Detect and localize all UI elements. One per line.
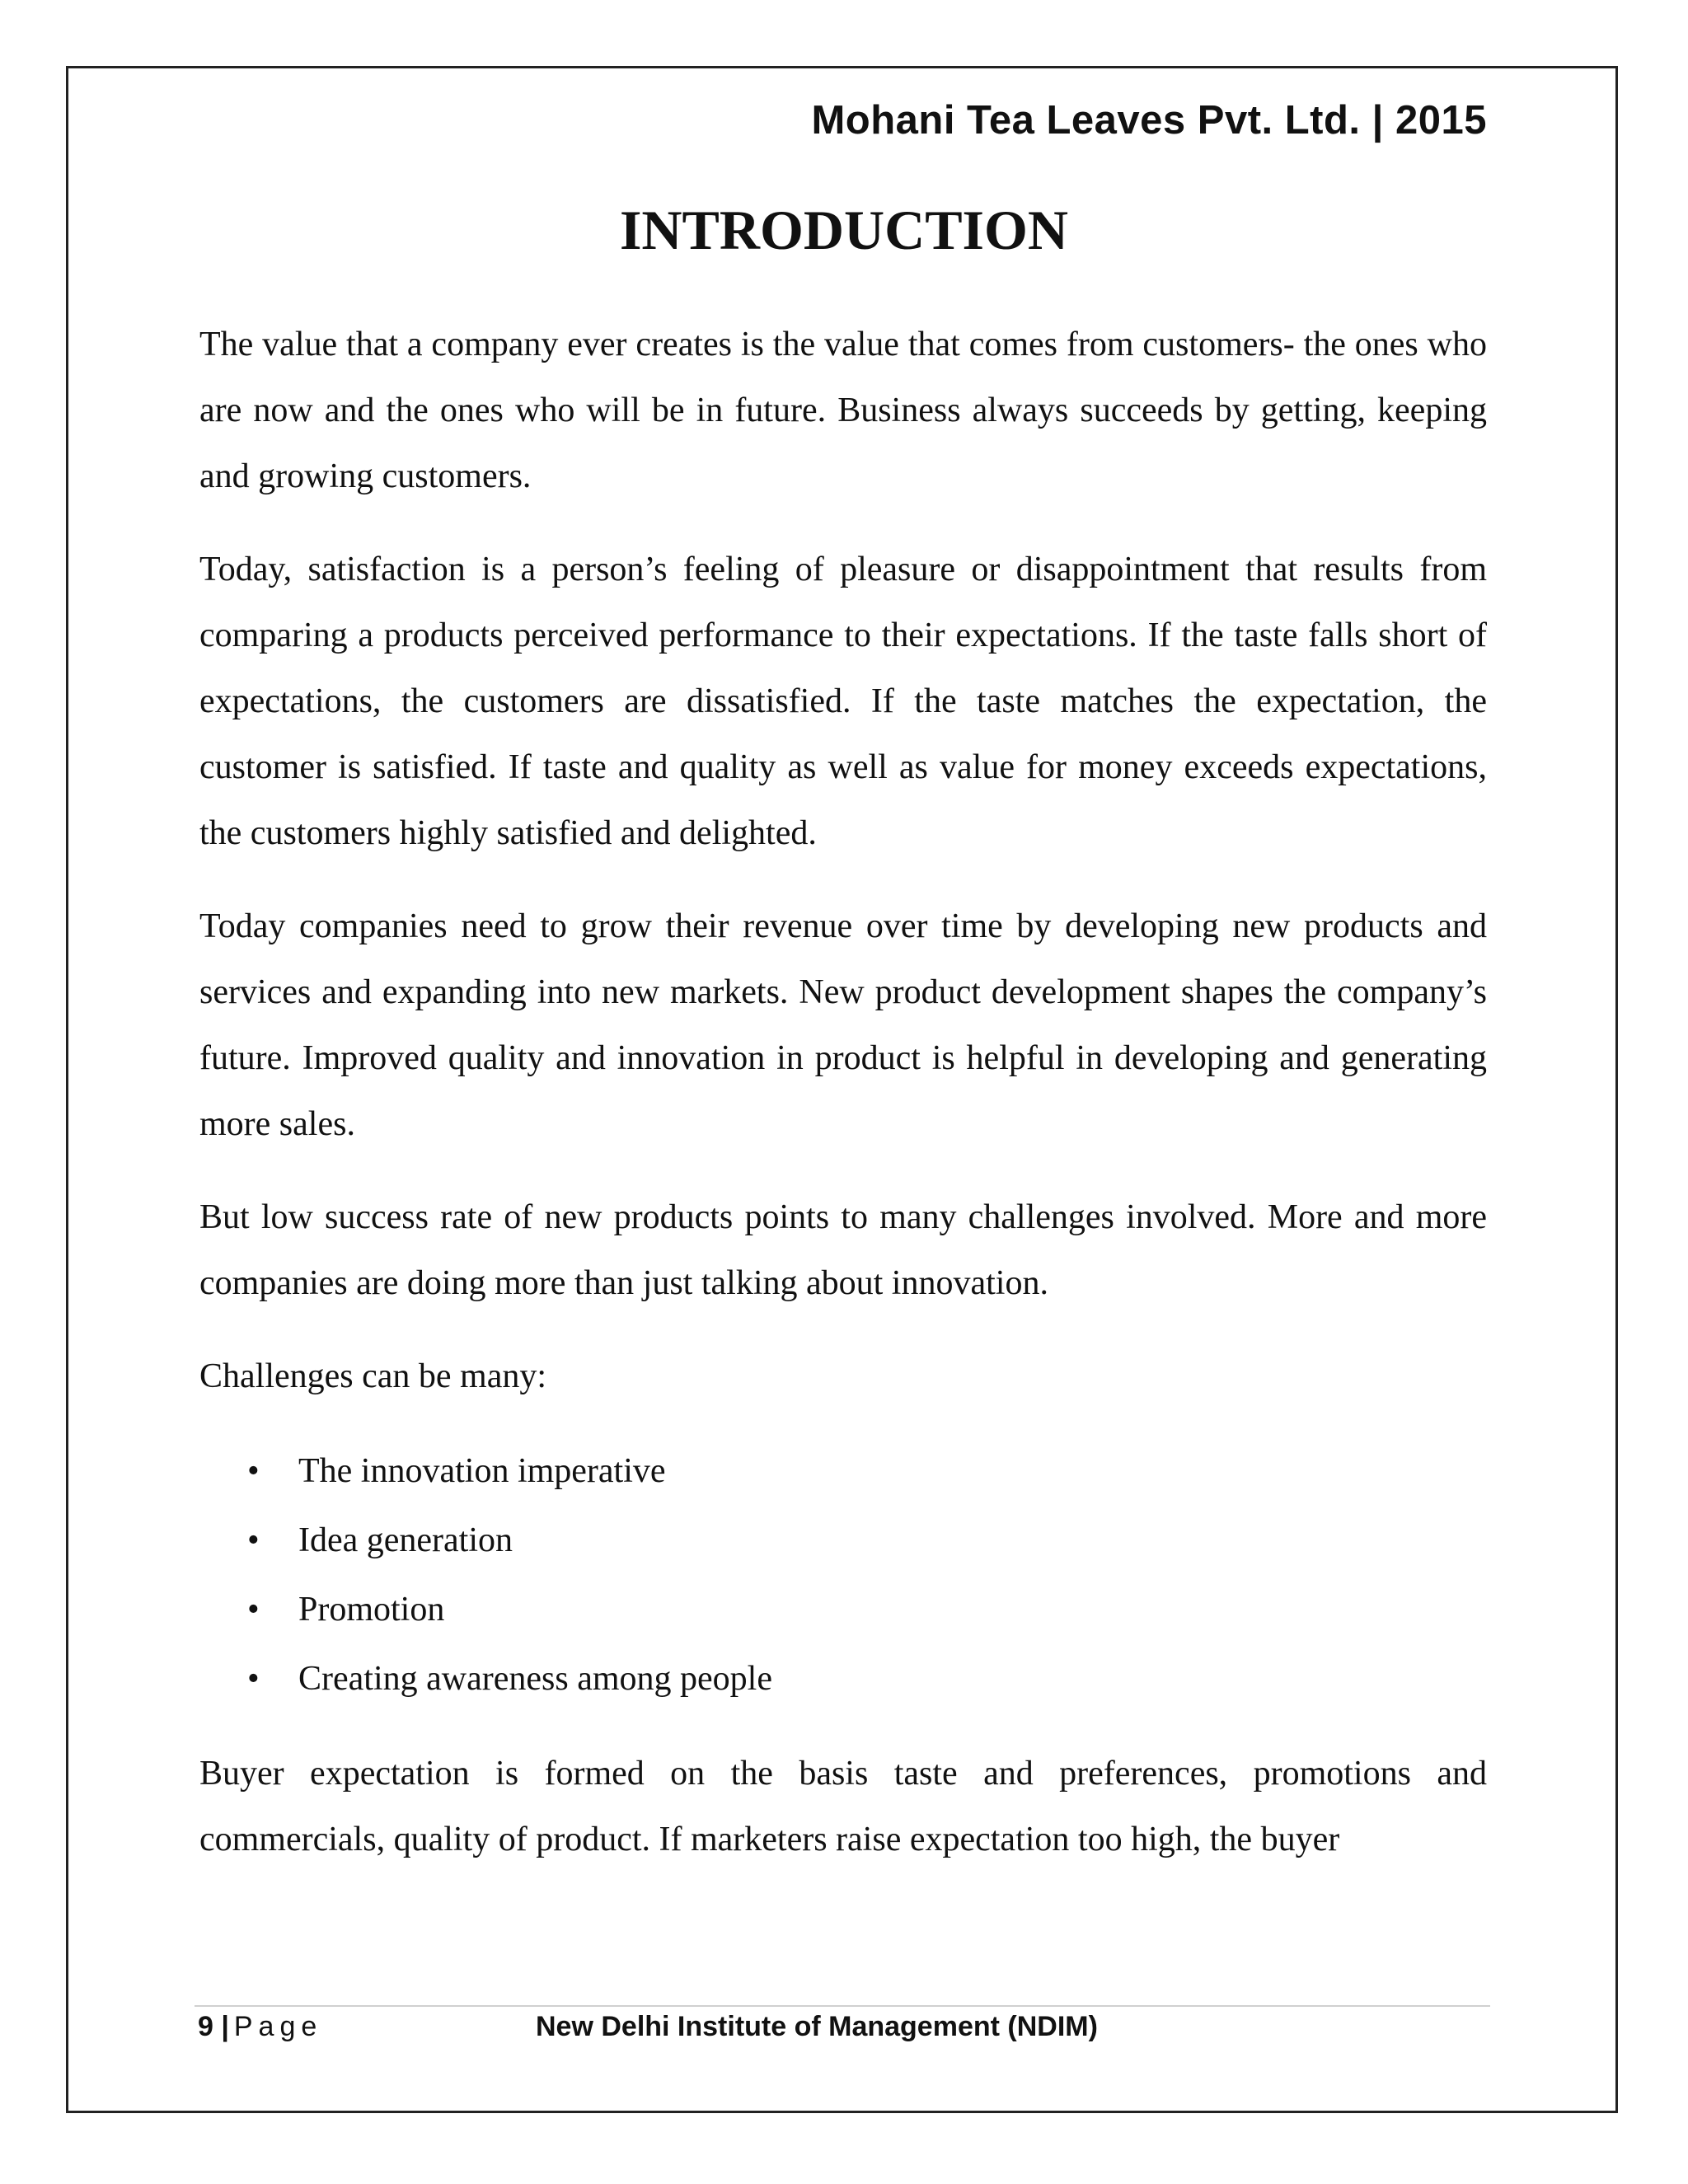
paragraph-2: Today, satisfaction is a person’s feeling of pleasure or disappointment that results from comparing a products perceived performance to their expectations. If the taste falls short of expectations, the customers are dissatisfied. If the taste matches the expectation, the customer is satisfied. If taste and quality as well as value for money exceeds expectations, the customers highly satisfied and delighted. <box>199 551 1487 852</box>
list-item-label: Creating awareness among people <box>298 1660 772 1698</box>
bullet-icon: • <box>247 1521 260 1559</box>
footer-divider <box>195 2005 1490 2007</box>
list-item-label: The innovation imperative <box>298 1452 666 1490</box>
page-number-label <box>198 2011 322 2043</box>
paragraph-5: Challenges can be many: <box>199 1357 547 1395</box>
list-item <box>247 1506 1487 1575</box>
paragraph-4: But low success rate of new products points to many challenges involved. More and more companies are doing more than just talking about innovation. <box>199 1198 1487 1302</box>
page-number: 9 | <box>198 2011 229 2042</box>
list-item <box>247 1575 1487 1644</box>
list-item-label: Idea generation <box>298 1521 513 1559</box>
paragraph-1: The value that a company ever creates is the value that comes from customers- the ones who are now and the ones who will be in future. Business always succeeds by getting, keeping and growing customers. <box>199 326 1487 495</box>
list-item <box>247 1436 1487 1506</box>
list-item-label: Promotion <box>298 1591 445 1629</box>
running-header: Mohani Tea Leaves Pvt. Ltd. | 2015 <box>811 98 1487 143</box>
page-word: Page <box>233 2011 323 2042</box>
page-footer <box>198 2011 1492 2057</box>
page-title: INTRODUCTION <box>619 199 1069 261</box>
challenges-list <box>199 1436 1487 1713</box>
list-item <box>247 1644 1487 1713</box>
body-text <box>199 312 1487 1900</box>
bullet-icon: • <box>247 1452 260 1490</box>
bullet-icon: • <box>247 1591 260 1629</box>
paragraph-3: Today companies need to grow their revenue over time by developing new products and services and expanding into new markets. New product development shapes the company’s future. Improved quality and innovation in product is helpful in developing and generating more sales. <box>199 907 1487 1143</box>
institution-name: New Delhi Institute of Management (NDIM) <box>536 2011 1098 2042</box>
paragraph-closing: Buyer expectation is formed on the basis taste and preferences, promotions and commercials, quality of product. If marketers raise expectation too high, the buyer <box>199 1755 1487 1858</box>
bullet-icon: • <box>247 1660 260 1698</box>
